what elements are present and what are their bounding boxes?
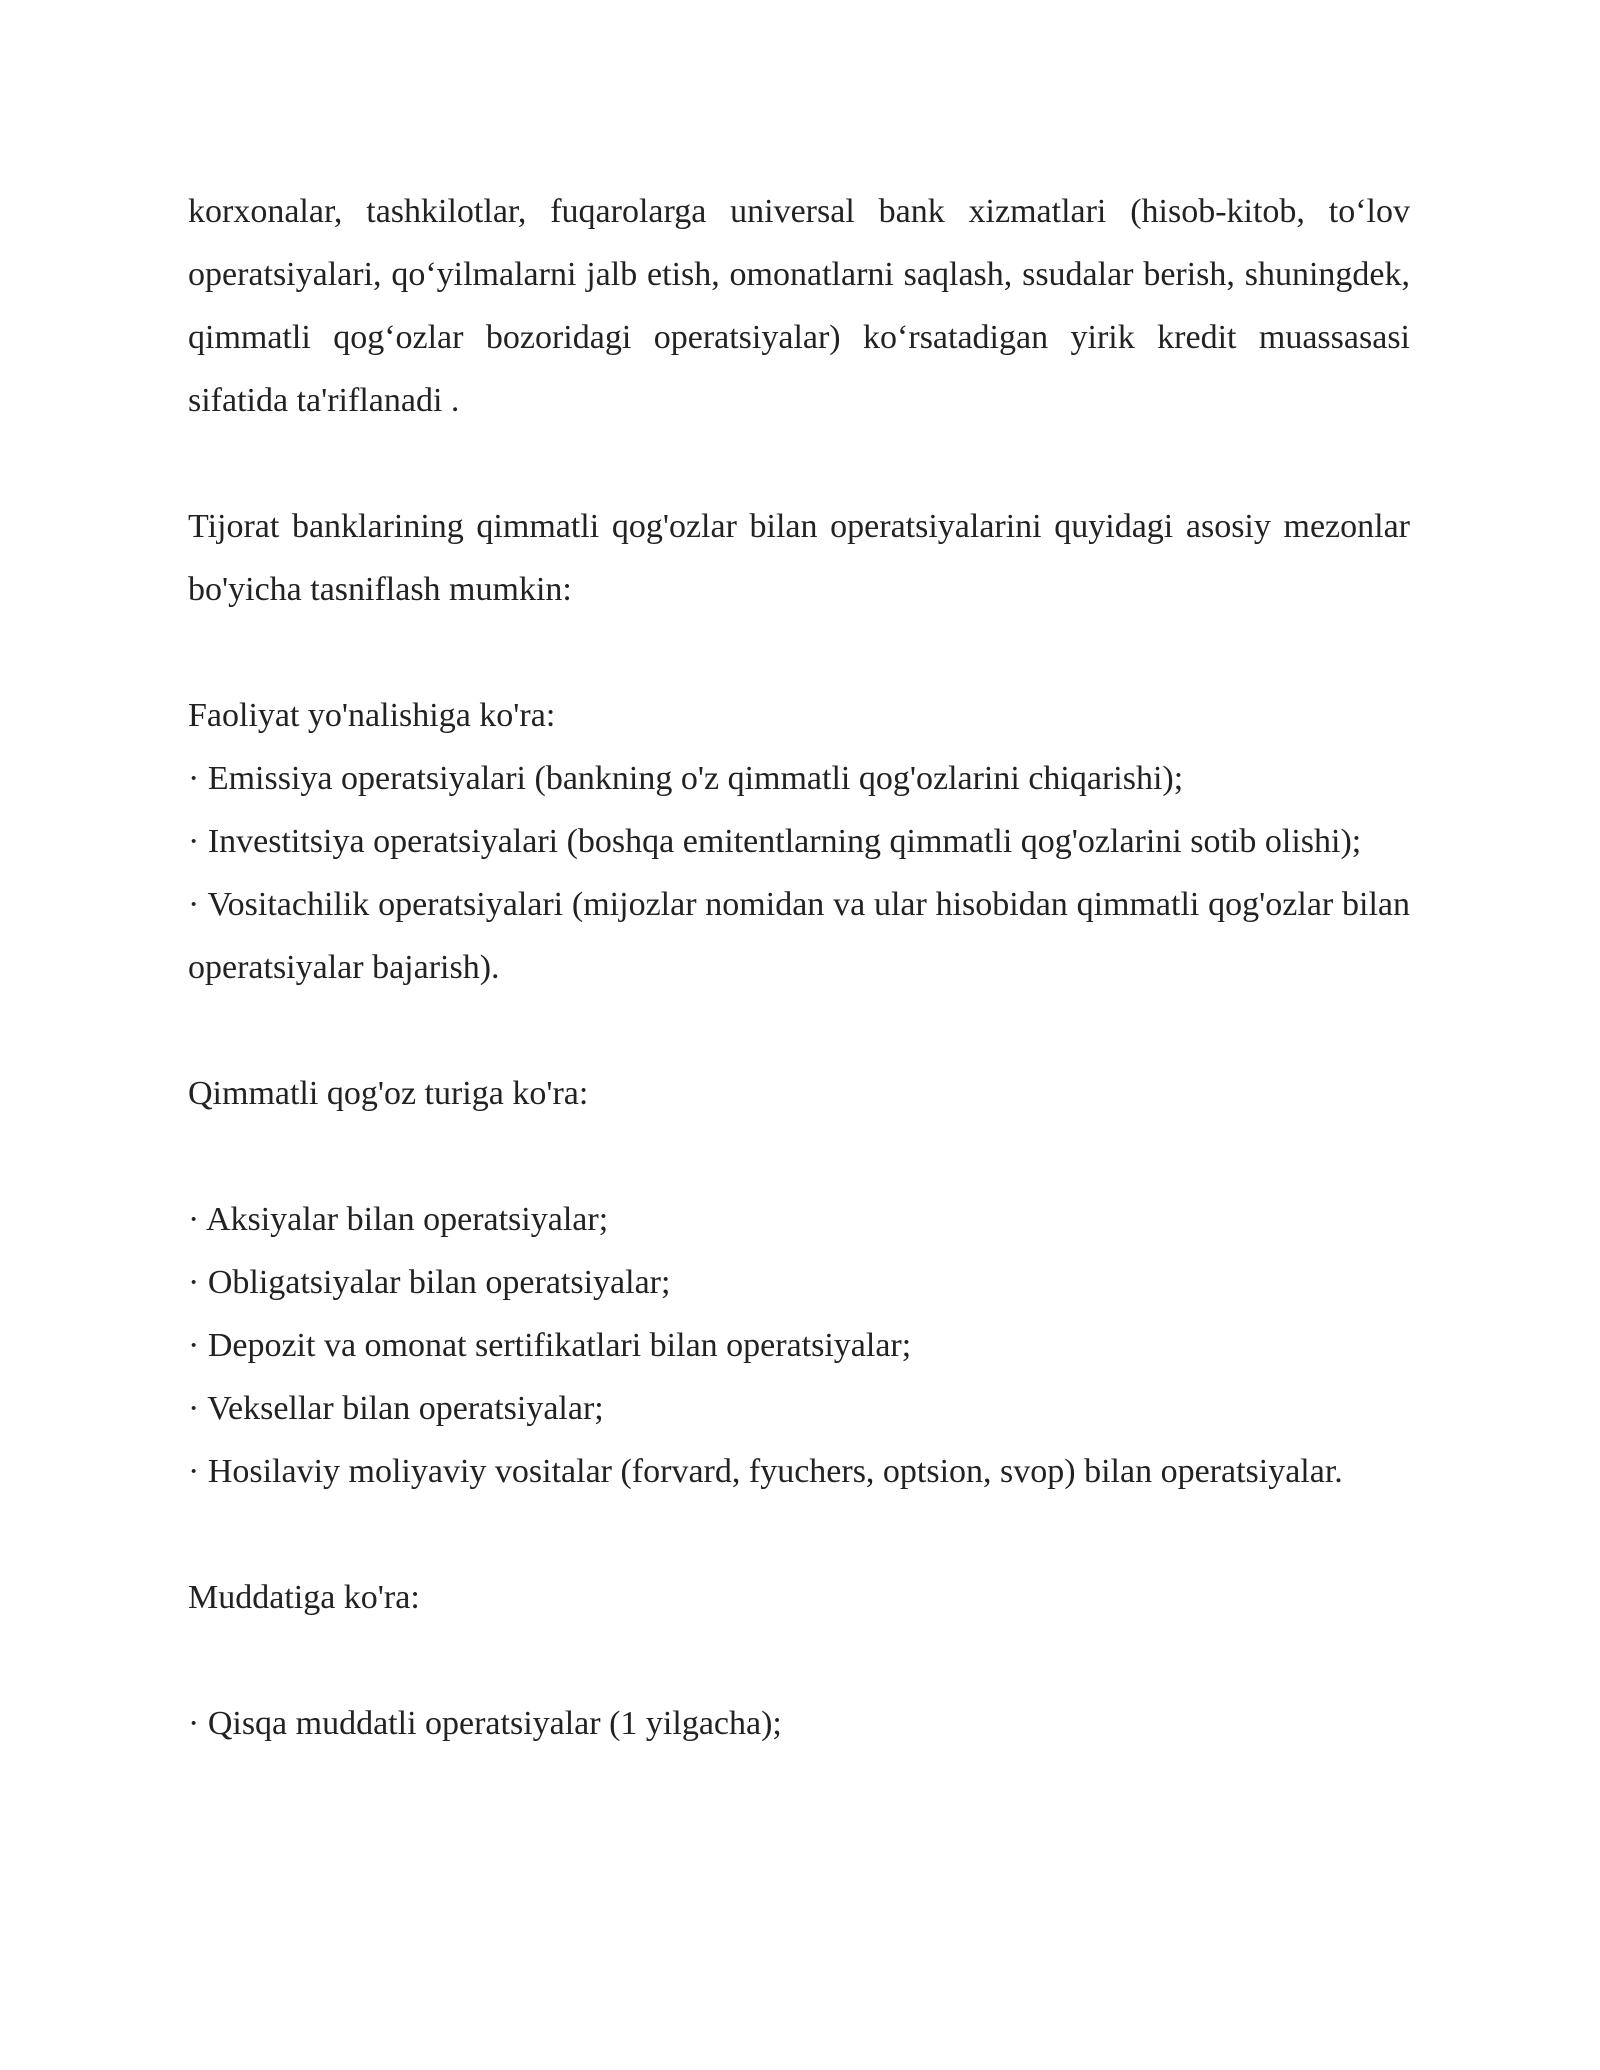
- list-item: · Hosilaviy moliyaviy vositalar (forvard, fyuchers, optsion, svop) bilan operatsiyalar.: [188, 1453, 1343, 1490]
- list-item: · Obligatsiyalar bilan operatsiyalar;: [188, 1264, 671, 1301]
- intro-paragraph: korxonalar, tashkilotlar, fuqarolarga universal bank xizmatlari (hisob-kitob, to‘lov operatsiyalari, qo‘yilmalarni jalb etish, omonatlarni saqlash, ssudalar berish, shuningdek, qimmatli qog‘ozlar bozoridagi operatsiyalar) ko‘rsatadigan yirik kredit muassasasi sifatida ta'riflanadi .: [188, 193, 1410, 419]
- list-item: · Aksiyalar bilan operatsiyalar;: [188, 1201, 609, 1238]
- classification-intro-paragraph: Tijorat banklarining qimmatli qog'ozlar bilan operatsiyalarini quyidagi asosiy mezonlar bo'yicha tasniflash mumkin:: [188, 508, 1410, 608]
- blank-line: [188, 621, 1410, 684]
- list-item: · Veksellar bilan operatsiyalar;: [188, 1390, 604, 1427]
- blank-line: [188, 1629, 1410, 1692]
- section-heading-term: Muddatiga ko'ra:: [188, 1579, 420, 1616]
- document-body: [188, 180, 1410, 1755]
- list-item: · Qisqa muddatli operatsiyalar (1 yilgacha);: [188, 1705, 782, 1742]
- blank-line: [188, 999, 1410, 1062]
- section-heading-activity: Faoliyat yo'nalishiga ko'ra:: [188, 697, 556, 734]
- list-item: · Investitsiya operatsiyalari (boshqa emitentlarning qimmatli qog'ozlarini sotib olishi);: [188, 823, 1362, 860]
- list-item: · Depozit va omonat sertifikatlari bilan operatsiyalar;: [188, 1327, 912, 1364]
- blank-line: [188, 1125, 1410, 1188]
- list-item: · Vositachilik operatsiyalari (mijozlar nomidan va ular hisobidan qimmatli qog'ozlar bilan operatsiyalar bajarish).: [188, 886, 1410, 986]
- blank-line: [188, 432, 1410, 495]
- blank-line: [188, 1503, 1410, 1566]
- section-heading-type: Qimmatli qog'oz turiga ko'ra:: [188, 1075, 589, 1112]
- list-item: · Emissiya operatsiyalari (bankning o'z qimmatli qog'ozlarini chiqarishi);: [188, 760, 1184, 797]
